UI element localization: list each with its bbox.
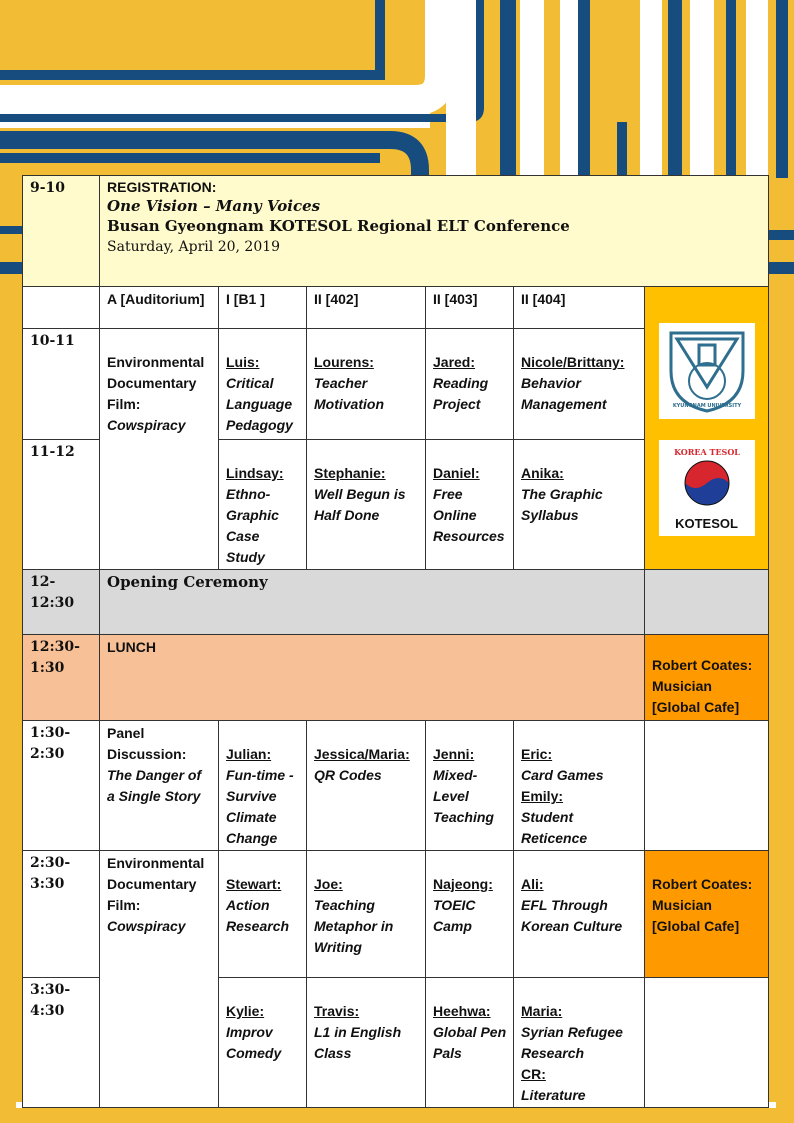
session-title: Critical Language Pedagogy: [226, 375, 293, 433]
side-cell-330: [645, 978, 769, 1108]
panel-title: The Danger of a Single Story: [107, 767, 202, 804]
session-b1-330: [219, 978, 307, 1108]
conference-title: Busan Gyeongnam KOTESOL Regional ELT Conference: [107, 217, 570, 235]
slot-time-130: 1:30-2:30: [23, 721, 100, 851]
session-title: Action Research: [226, 897, 290, 934]
session-title: The Graphic Syllabus: [521, 486, 603, 523]
side-cell-130: [645, 721, 769, 851]
speaker-name: Lindsay:: [226, 465, 284, 481]
session-title: Improv Comedy: [226, 1024, 282, 1061]
slot-230-row: [23, 851, 769, 978]
slot-time-230: 2:30-3:30: [23, 851, 100, 978]
speaker-name-2: Emily:: [521, 788, 564, 804]
slot-time-330: 3:30-4:30: [23, 978, 100, 1108]
opening-row: [23, 570, 769, 635]
speaker-name: Jenni:: [433, 746, 475, 762]
room-header-402: II [402]: [307, 287, 426, 329]
speaker-name: Ali:: [521, 876, 544, 892]
session-403-130: [426, 721, 514, 851]
room-header-row: [23, 287, 769, 329]
lunch-label: LUNCH: [107, 639, 156, 655]
speaker-name: Nicole/Brittany:: [521, 354, 625, 370]
kotesol-logo-label: KOTESOL: [675, 516, 738, 531]
film-cell-morning: [100, 329, 219, 570]
speaker-name: Najeong:: [433, 876, 493, 892]
session-title: Mixed-Level Teaching: [433, 767, 494, 825]
room-header-a: A [Auditorium]: [100, 287, 219, 329]
logo-column: [645, 287, 769, 570]
speaker-name: Maria:: [521, 1003, 563, 1019]
kotesol-ring-text: KOREA TESOL: [673, 447, 740, 457]
schedule-document: [22, 175, 768, 1102]
speaker-name: Lourens:: [314, 354, 374, 370]
slot-130-row: [23, 721, 769, 851]
kyungnam-logo: [659, 323, 755, 419]
speaker-name: Daniel:: [433, 465, 480, 481]
opening-side-cell: [645, 570, 769, 635]
musician-text: Robert Coates: Musician [Global Cafe]: [652, 876, 753, 934]
room-header-403: II [403]: [426, 287, 514, 329]
session-title-2: Student Reticence: [521, 809, 588, 846]
speaker-name: Heehwa:: [433, 1003, 491, 1019]
speaker-name: Jared:: [433, 354, 476, 370]
panel-cell: [100, 721, 219, 851]
speaker-name: Anika:: [521, 465, 564, 481]
registration-cell: [100, 176, 769, 287]
session-403-1112: [426, 440, 514, 570]
session-title: Well Begun is Half Done: [314, 486, 406, 523]
musician-cell-afternoon: [645, 851, 769, 978]
session-title: Syrian Refugee Research: [521, 1024, 623, 1061]
room-header-404: II [404]: [514, 287, 645, 329]
session-title: Fun-time - Survive Climate Change: [226, 767, 294, 846]
schedule-table: [22, 175, 769, 1108]
lunch-row: [23, 635, 769, 721]
film-label: Environmental Documentary Film:: [107, 855, 205, 913]
session-404-1011: [514, 329, 645, 440]
session-title: Ethno-Graphic Case Study: [226, 486, 279, 565]
session-402-230: [307, 851, 426, 978]
musician-cell-lunch: [645, 635, 769, 721]
speaker-name: Joe:: [314, 876, 343, 892]
conference-date: Saturday, April 20, 2019: [107, 239, 281, 255]
registration-time: 9-10: [23, 176, 100, 287]
speaker-name-2: CR:: [521, 1066, 546, 1082]
session-title: EFL Through Korean Culture: [521, 897, 623, 934]
kyungnam-ring-text: KYUNGNAM UNIVERSITY: [672, 403, 741, 409]
session-403-330: [426, 978, 514, 1108]
session-title-2: Literature: [521, 1087, 586, 1103]
speaker-name: Julian:: [226, 746, 272, 762]
session-title: Teaching Metaphor in Writing: [314, 897, 394, 955]
film-cell-afternoon: [100, 851, 219, 1108]
session-title: Teacher Motivation: [314, 375, 384, 412]
speaker-name: Eric:: [521, 746, 553, 762]
session-title: Free Online Resources: [433, 486, 505, 544]
session-b1-230: [219, 851, 307, 978]
speaker-name: Jessica/Maria:: [314, 746, 410, 762]
musician-text: Robert Coates: Musician [Global Cafe]: [652, 657, 753, 715]
speaker-name: Travis:: [314, 1003, 360, 1019]
film-title: Cowspiracy: [107, 417, 186, 433]
registration-row: [23, 176, 769, 287]
film-title: Cowspiracy: [107, 918, 186, 934]
session-title: Behavior Management: [521, 375, 607, 412]
opening-cell: [100, 570, 645, 635]
session-403-230: [426, 851, 514, 978]
session-b1-1112: [219, 440, 307, 570]
session-title: Card Games: [521, 767, 604, 783]
session-402-330: [307, 978, 426, 1108]
session-404-130: [514, 721, 645, 851]
time-header-cell: [23, 287, 100, 329]
kotesol-circle-icon: [667, 445, 747, 517]
opening-title: Opening Ceremony: [107, 573, 268, 591]
speaker-name: Stewart:: [226, 876, 282, 892]
slot-time-10-11: 10-11: [23, 329, 100, 440]
session-403-1011: [426, 329, 514, 440]
session-402-1112: [307, 440, 426, 570]
registration-label: REGISTRATION:: [107, 179, 217, 195]
kyungnam-shield-icon: [663, 327, 751, 415]
lunch-cell: [100, 635, 645, 721]
speaker-name: Kylie:: [226, 1003, 265, 1019]
speaker-name: Luis:: [226, 354, 260, 370]
slot-time-opening: 12-12:30: [23, 570, 100, 635]
session-404-1112: [514, 440, 645, 570]
session-title: QR Codes: [314, 767, 382, 783]
session-404-330: [514, 978, 645, 1108]
room-header-b1: I [B1 ]: [219, 287, 307, 329]
session-title: L1 in English Class: [314, 1024, 402, 1061]
film-label: Environmental Documentary Film:: [107, 354, 205, 412]
conference-theme: One Vision – Many Voices: [107, 197, 321, 215]
session-b1-1011: [219, 329, 307, 440]
session-title: Reading Project: [433, 375, 489, 412]
session-402-130: [307, 721, 426, 851]
slot-time-11-12: 11-12: [23, 440, 100, 570]
session-402-1011: [307, 329, 426, 440]
panel-label: Panel Discussion:: [107, 725, 187, 762]
slot-time-lunch: 12:30-1:30: [23, 635, 100, 721]
speaker-name: Stephanie:: [314, 465, 386, 481]
session-404-230: [514, 851, 645, 978]
session-title: Global Pen Pals: [433, 1024, 507, 1061]
kotesol-logo: [659, 440, 755, 536]
session-b1-130: [219, 721, 307, 851]
session-title: TOEIC Camp: [433, 897, 476, 934]
